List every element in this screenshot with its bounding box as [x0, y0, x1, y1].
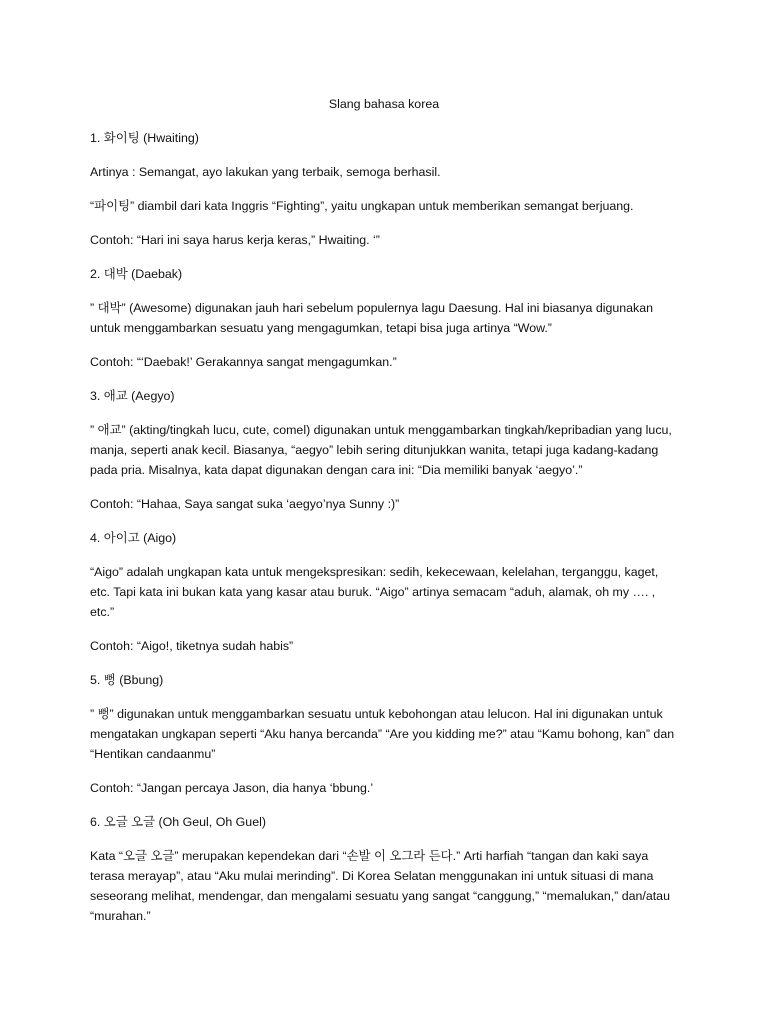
- section-3-example: Contoh: “Hahaa, Saya sangat suka ‘aegyo’nya Sunny :)”: [90, 497, 400, 511]
- section-2-example: Contoh: “‘Daebak!’ Gerakannya sangat mengagumkan.”: [90, 355, 397, 369]
- section-5-heading: 5. 뻥 (Bbung): [90, 673, 164, 687]
- section-3-heading: 3. 애교 (Aegyo): [90, 389, 175, 403]
- section-3-paragraph-1: ” 애교” (akting/tingkah lucu, cute, comel) digunakan untuk menggambarkan tingkah/kepribadian yang lucu, manja, seperti anak kecil. Biasanya, “aegyo” lebih sering ditunjukkan wanita, tetapi juga kadang-kadang pada pria. Misalnya, kata dapat digunakan dengan cara ini: “Dia memiliki banyak ‘aegyo’.”: [90, 423, 672, 477]
- section-4-heading: 4. 아이고 (Aigo): [90, 531, 177, 545]
- section-1-paragraph-2: “파이팅” diambil dari kata Inggris “Fighting”, yaitu ungkapan untuk memberikan semangat berjuang.: [90, 199, 634, 213]
- section-1-paragraph-1: Artinya : Semangat, ayo lakukan yang terbaik, semoga berhasil.: [90, 165, 441, 179]
- document-page: [90, 94, 678, 940]
- section-4-paragraph-1: “Aigo” adalah ungkapan kata untuk mengekspresikan: sedih, kekecewaan, kelelahan, terganggu, kaget, etc. Tapi kata ini bukan kata yang kasar atau buruk. “Aigo” artinya semacam “aduh, alamak, oh my …. , etc.”: [90, 565, 659, 619]
- section-5-paragraph-1: ” 뻥” digunakan untuk menggambarkan sesuatu untuk kebohongan atau lelucon. Hal ini digunakan untuk mengatakan ungkapan seperti “Aku hanya bercanda” “Are you kidding me?” atau “Kamu bohong, kan” dan “Hentikan candaanmu”: [90, 707, 675, 761]
- document-title: Slang bahasa korea: [328, 97, 440, 111]
- section-1-heading: 1. 화이팅 (Hwaiting): [90, 131, 199, 145]
- section-5-example: Contoh: “Jangan percaya Jason, dia hanya ‘bbung.’: [90, 781, 374, 795]
- section-1-example: Contoh: “Hari ini saya harus kerja keras,” Hwaiting. ‘”: [90, 233, 380, 247]
- section-6-heading: 6. 오글 오글 (Oh Geul, Oh Guel): [90, 815, 266, 829]
- section-2-paragraph-1: ” 대박” (Awesome) digunakan jauh hari sebelum populernya lagu Daesung. Hal ini biasanya digunakan untuk menggambarkan sesuatu yang mengagumkan, tetapi bisa juga artinya “Wow.”: [90, 301, 654, 335]
- section-6-paragraph-1: Kata “오글 오글” merupakan kependekan dari “손발 이 오그라 든다.” Arti harfiah “tangan dan kaki saya terasa merayap”, atau “Aku mulai merinding”. Di Korea Selatan menggunakan ini untuk situasi di mana seseorang melihat, mendengar, dan mengalami sesuatu yang sangat “canggung,” “memalukan,” dan/atau “murahan.”: [90, 849, 670, 923]
- section-2-heading: 2. 대박 (Daebak): [90, 267, 183, 281]
- section-4-example: Contoh: “Aigo!, tiketnya sudah habis”: [90, 639, 294, 653]
